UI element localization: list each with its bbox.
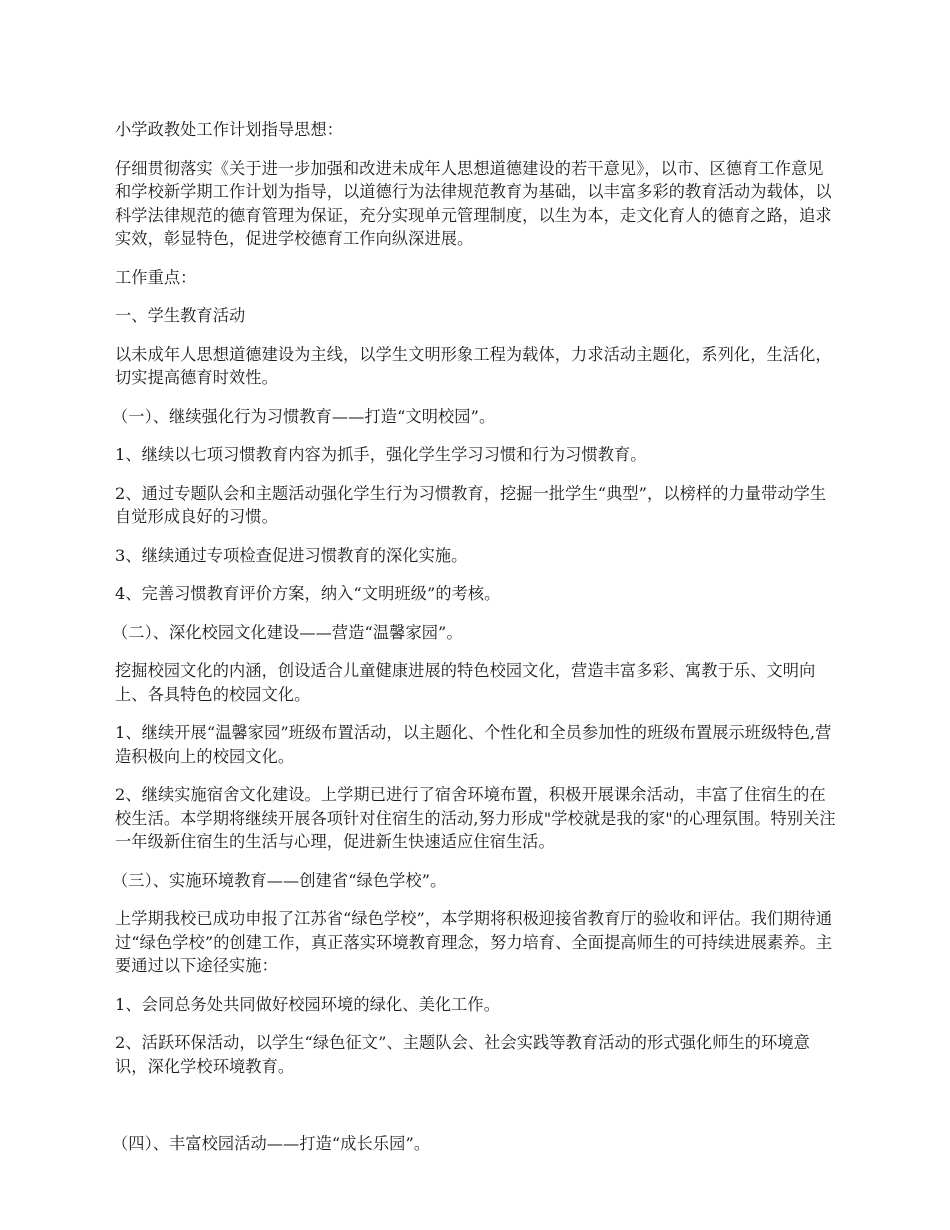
list-item-habits-3: 3、继续通过专项检查促进习惯教育的深化实施。 [115,545,468,565]
paragraph-guiding-ideology: 仔细贯彻落实《关于进一步加强和改进未成年人思想道德建设的若干意见》，以市、区德育工作意见和学校新学期工作计划为指导，以道德行为法律规范教育为基础，以丰富多彩的教育活动为载体，以科学法律规范的德育管理为保证，充分实现单元管理制度，以生为本，走文化育人的德育之路，追求实效，彰显特色，促进学校德育工作向纵深进展。 [115,158,832,248]
subsection-heading-campus-activities: （四）、丰富校园活动——打造“成长乐园”。 [112,1134,431,1153]
paragraph-gap [115,1093,837,1132]
subsection-heading-habits: （一）、继续强化行为习惯教育——打造“文明校园”。 [112,406,496,426]
heading-work-focus: 工作重点： [115,267,197,287]
document-body [112,118,837,1171]
subsection-heading-campus-culture: （二）、深化校园文化建设——营造“温馨家园”。 [112,622,463,642]
list-item-environment-2: 2、活跃环保活动，以学生“绿色征文”、主题队会、社会实践等教育活动的形式强化师生的环境意识，深化学校环境教育。 [115,1033,810,1076]
list-item-habits-1: 1、继续以七项习惯教育内容为抓手，强化学生学习习惯和行为习惯教育。 [115,445,647,464]
paragraph-environment: 上学期我校已成功申报了江苏省“绿色学校”，本学期将积极迎接省教育厅的验收和评估。我们期待通过“绿色学校”的创建工作，真正落实环境教育理念，努力培育、全面提高师生的可持续进展素养。主要通过以下途径实施： [115,909,833,975]
paragraph-campus-culture: 挖掘校园文化的内涵，创设适合儿童健康进展的特色校园文化，营造丰富多彩、寓教于乐、文明向上、各具特色的校园文化。 [115,661,816,704]
heading-guiding-ideology: 小学政教处工作计划指导思想： [115,120,344,139]
list-item-culture-1: 1、继续开展“温馨家园”班级布置活动，以主题化、个性化和全员参加性的班级布置展示班级特色,营造积极向上的校园文化。 [115,723,832,766]
list-item-culture-2: 2、继续实施宿舍文化建设。上学期已进行了宿舍环境布置，积极开展课余活动，丰富了住宿生的在校生活。本学期将继续开展各项针对住宿生的活动,努力形成"学校就是我的家"的心理氛围。特别关注一年级新住宿生的生活与心理，促进新生快速适应住宿生活。 [115,785,836,851]
subsection-heading-environment: （三）、实施环境教育——创建省“绿色学校”。 [112,870,447,890]
list-item-environment-1: 1、会同总务处共同做好校园环境的绿化、美化工作。 [115,994,501,1014]
list-item-habits-2: 2、通过专题队会和主题活动强化学生行为习惯教育，挖掘一批学生“典型”，以榜样的力量带动学生自觉形成良好的习惯。 [115,483,827,526]
section-heading-student-education: 一、学生教育活动 [115,306,246,325]
paragraph-student-education: 以未成年人思想道德建设为主线，以学生文明形象工程为载体，力求活动主题化，系列化，生活化，切实提高德育时效性。 [115,344,832,387]
list-item-habits-4: 4、完善习惯教育评价方案，纳入“文明班级”的考核。 [115,584,501,603]
